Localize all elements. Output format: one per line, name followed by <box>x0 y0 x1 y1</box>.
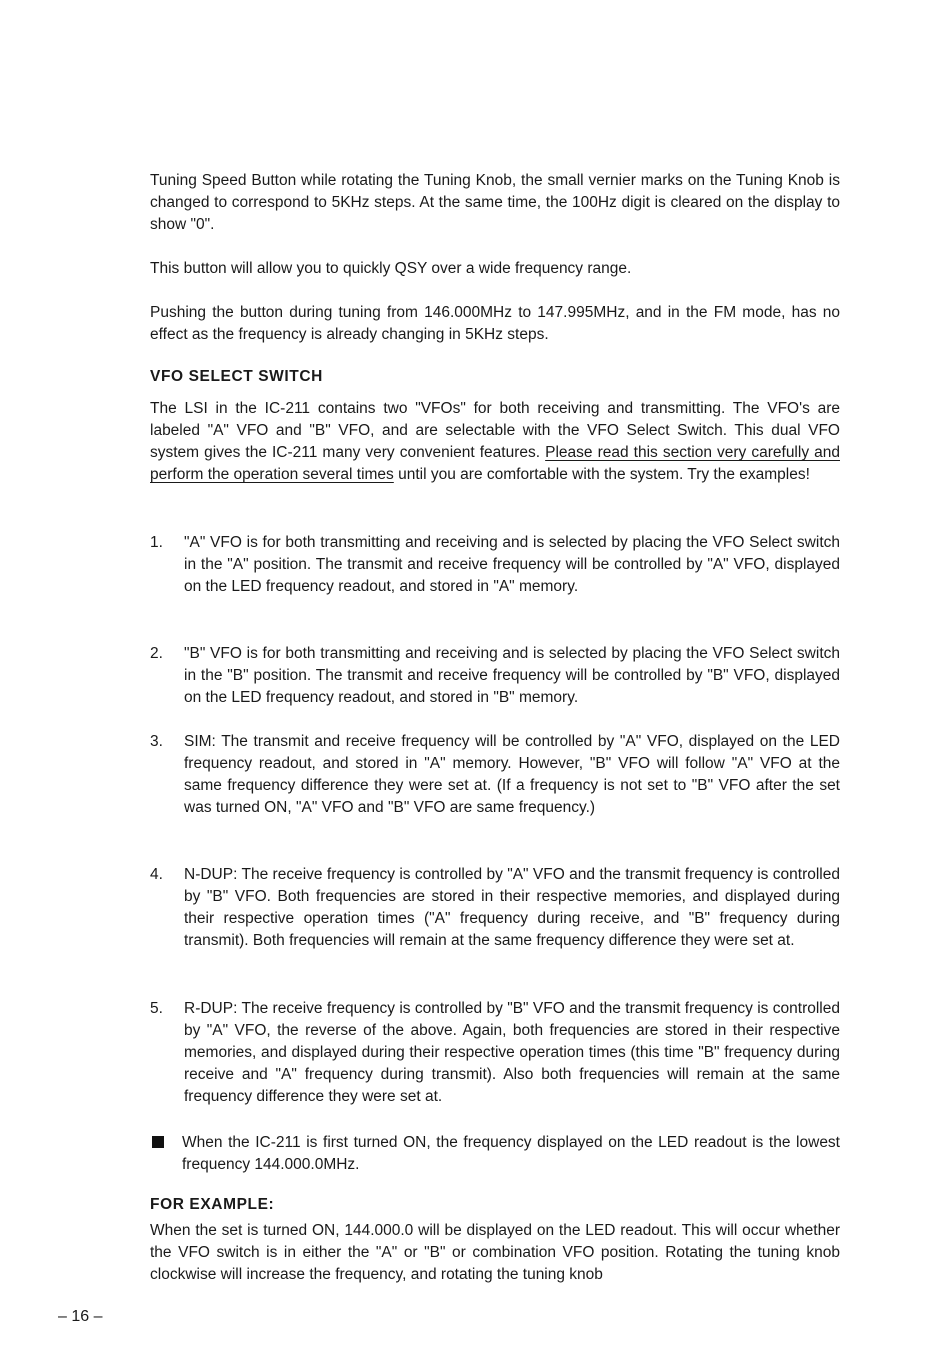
vfo-emphasis-text: Please read this section very carefully and perform the operation several times <box>150 444 840 483</box>
list-item-number: 1. <box>150 534 163 551</box>
for-example-heading: FOR EXAMPLE: <box>150 1196 275 1213</box>
square-bullet-icon <box>152 1136 164 1148</box>
list-item <box>150 864 840 952</box>
vfo-intro-closing-text: until you are comfortable with the system. Try the examples! <box>398 466 810 483</box>
vfo-select-heading: VFO SELECT SWITCH <box>150 368 323 385</box>
list-item-text: N-DUP: The receive frequency is controlled by "A" VFO and the transmit frequency is controlled by "B" VFO. Both frequencies are stored in their respective memories, and displayed during their respective operation times ("A" frequency during receive, and "B" frequency during transmit). Both frequencies will remain at the same frequency difference they were set at. <box>184 866 840 949</box>
list-item-text: SIM: The transmit and receive frequency will be controlled by "A" VFO, displayed on the LED frequency readout, and stored in "A" memory. However, "B" VFO will follow "A" VFO at the same frequency difference they were set at. (If a frequency is not set to "B" VFO after the set was turned ON, "A" VFO and "B" VFO are same frequency.) <box>184 733 840 816</box>
list-item-text: "B" VFO is for both transmitting and receiving and is selected by placing the VFO Select switch in the "B" position. The transmit and receive frequency will be controlled by "B" VFO, displayed on the LED frequency readout, and stored in "B" memory. <box>184 645 840 706</box>
list-item-text: "A" VFO is for both transmitting and receiving and is selected by placing the VFO Select switch in the "A" position. The transmit and receive frequency will be controlled by "A" VFO, displayed on the LED frequency readout, and stored in "A" memory. <box>184 534 840 595</box>
list-item-text: R-DUP: The receive frequency is controlled by "B" VFO and the transmit frequency is controlled by "A" VFO, the reverse of the above. Again, both frequencies are stored in their respective memories, and displayed during their respective operation times (this time "B" frequency during receive and "A" frequency during transmit). Also both frequencies will remain at the same frequency difference they were set at. <box>184 1000 840 1105</box>
list-item <box>150 731 840 819</box>
vfo-intro-paragraph <box>150 398 840 486</box>
list-item <box>150 643 840 709</box>
list-item-number: 4. <box>150 866 163 883</box>
list-item <box>150 532 840 598</box>
page-number: – 16 – <box>58 1308 103 1325</box>
intro-paragraph-2: This button will allow you to quickly QSY over a wide frequency range. <box>150 260 632 277</box>
list-item-number: 2. <box>150 645 163 662</box>
list-item-number: 5. <box>150 1000 163 1017</box>
vfo-intro-text: The LSI in the IC-211 contains two "VFOs" for both receiving and transmitting. The VFO's are labeled "A" VFO and "B" VFO, and are selectable with the VFO Select Switch. This dual VFO system gives the IC-211 many very convenient features. <box>150 400 840 461</box>
note-text: When the IC-211 is first turned ON, the frequency displayed on the LED readout is the lowest frequency 144.000.0MHz. <box>182 1134 840 1173</box>
list-item <box>150 998 840 1108</box>
list-item-number: 3. <box>150 733 163 750</box>
intro-paragraph-3: Pushing the button during tuning from 146.000MHz to 147.995MHz, and in the FM mode, has no effect as the frequency is already changing in 5KHz steps. <box>150 304 840 343</box>
example-paragraph: When the set is turned ON, 144.000.0 will be displayed on the LED readout. This will occur whether the VFO switch is in either the "A" or "B" or combination VFO position. Rotating the tuning knob clockwise will increase the frequency, and rotating the tuning knob <box>150 1222 840 1283</box>
intro-paragraph-1: Tuning Speed Button while rotating the Tuning Knob, the small vernier marks on the Tuning Knob is changed to correspond to 5KHz steps. At the same time, the 100Hz digit is cleared on the display to show "0". <box>150 172 840 233</box>
note-item <box>150 1132 840 1176</box>
